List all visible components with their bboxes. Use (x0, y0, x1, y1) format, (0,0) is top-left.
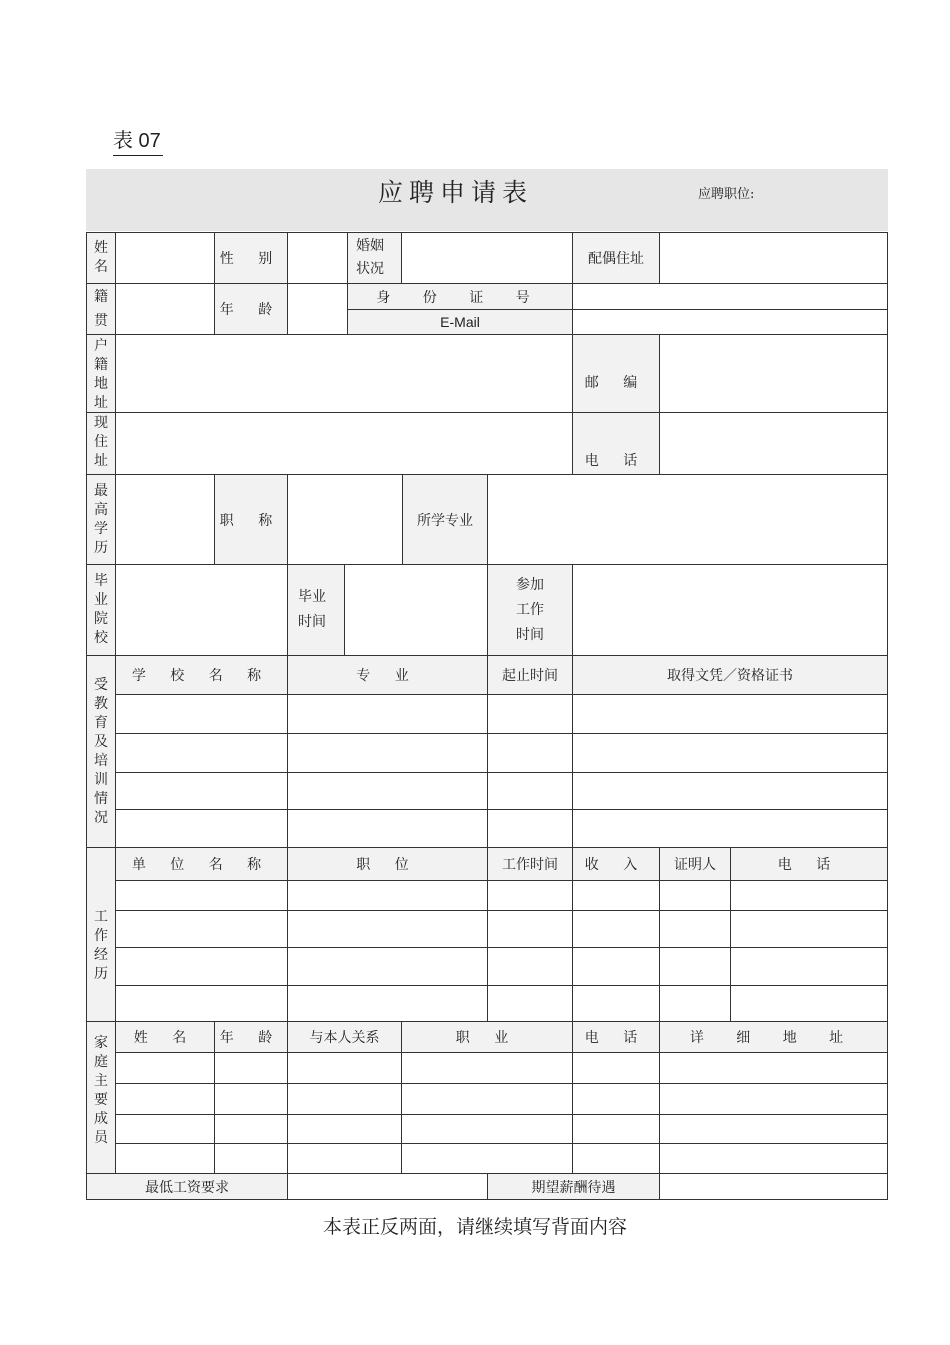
edu-cell[interactable] (287, 694, 488, 734)
edu-cell[interactable] (115, 772, 288, 810)
age-field[interactable] (287, 283, 348, 335)
edu-header-school: 学 校 名 称 (115, 655, 288, 695)
work-header-phone: 电 话 (730, 847, 888, 881)
work-start-field[interactable] (572, 564, 888, 656)
grad-time-label: 毕业时间 (287, 564, 345, 656)
grad-time-field[interactable] (344, 564, 488, 656)
family-cell[interactable] (659, 1052, 888, 1084)
spouse-address-label: 配偶住址 (572, 232, 660, 284)
edu-cell[interactable] (287, 809, 488, 848)
spouse-address-field[interactable] (659, 232, 888, 284)
phone-label: 电 话 (572, 412, 660, 475)
family-header-phone: 电 话 (572, 1021, 660, 1053)
edu-header-major: 专 业 (287, 655, 488, 695)
work-cell[interactable] (659, 947, 731, 986)
family-cell[interactable] (401, 1083, 573, 1115)
family-cell[interactable] (115, 1052, 215, 1084)
work-cell[interactable] (659, 880, 731, 911)
family-cell[interactable] (214, 1114, 288, 1144)
family-cell[interactable] (572, 1052, 660, 1084)
edu-cell[interactable] (487, 809, 573, 848)
email-field[interactable] (572, 309, 888, 335)
work-cell[interactable] (730, 947, 888, 986)
work-start-label: 参加工作时间 (487, 564, 573, 656)
native-place-label: 籍贯 (86, 283, 116, 335)
edu-cell[interactable] (487, 772, 573, 810)
native-place-field[interactable] (115, 283, 215, 335)
edu-cell[interactable] (487, 733, 573, 773)
family-cell[interactable] (401, 1143, 573, 1174)
edu-cell[interactable] (115, 733, 288, 773)
email-label: E-Mail (347, 309, 573, 335)
work-header-position: 职 位 (287, 847, 488, 881)
work-header-company: 单 位 名 称 (115, 847, 288, 881)
family-cell[interactable] (214, 1083, 288, 1115)
current-address-label: 现住址 (86, 412, 116, 475)
family-cell[interactable] (115, 1114, 215, 1144)
edu-cell[interactable] (487, 694, 573, 734)
expected-salary-label: 期望薪酬待遇 (487, 1173, 660, 1200)
education-field[interactable] (115, 474, 215, 565)
school-field[interactable] (115, 564, 288, 656)
family-header-occupation: 职 业 (401, 1021, 573, 1053)
work-cell[interactable] (659, 910, 731, 948)
household-address-label: 户籍地址 (86, 334, 116, 413)
expected-salary-field[interactable] (659, 1173, 888, 1200)
work-cell[interactable] (287, 947, 488, 986)
family-cell[interactable] (214, 1143, 288, 1174)
work-cell[interactable] (287, 985, 488, 1022)
work-cell[interactable] (572, 985, 660, 1022)
work-cell[interactable] (115, 947, 288, 986)
work-cell[interactable] (730, 880, 888, 911)
work-cell[interactable] (487, 910, 573, 948)
minimum-salary-field[interactable] (287, 1173, 488, 1200)
major-label: 所学专业 (402, 474, 488, 565)
major-field[interactable] (487, 474, 888, 565)
work-cell[interactable] (572, 910, 660, 948)
work-cell[interactable] (730, 910, 888, 948)
work-header-income: 收 入 (572, 847, 660, 881)
school-label: 毕业院校 (86, 564, 116, 656)
family-header-age: 年 龄 (214, 1021, 288, 1053)
edu-header-certificate: 取得文凭／资格证书 (572, 655, 888, 695)
work-cell[interactable] (287, 910, 488, 948)
family-cell[interactable] (659, 1083, 888, 1115)
gender-label: 性 别 (214, 232, 288, 284)
form-title: 应聘申请表 (378, 178, 534, 207)
family-cell[interactable] (214, 1052, 288, 1084)
family-header-address: 详 细 地 址 (659, 1021, 888, 1053)
minimum-salary-label: 最低工资要求 (86, 1173, 288, 1200)
work-cell[interactable] (572, 880, 660, 911)
postcode-field[interactable] (659, 334, 888, 413)
family-cell[interactable] (287, 1143, 402, 1174)
title-rank-label: 职 称 (214, 474, 288, 565)
family-cell[interactable] (287, 1083, 402, 1115)
work-section-label: 工作经历 (86, 847, 116, 1022)
work-cell[interactable] (287, 880, 488, 911)
family-cell[interactable] (287, 1114, 402, 1144)
edu-cell[interactable] (115, 694, 288, 734)
work-cell[interactable] (115, 910, 288, 948)
family-header-relation: 与本人关系 (287, 1021, 402, 1053)
edu-header-period: 起止时间 (487, 655, 573, 695)
work-cell[interactable] (487, 985, 573, 1022)
marital-field[interactable] (401, 232, 573, 284)
postcode-label: 邮 编 (572, 334, 660, 413)
family-cell[interactable] (287, 1052, 402, 1084)
work-header-period: 工作时间 (487, 847, 573, 881)
id-number-field[interactable] (572, 283, 888, 310)
work-cell[interactable] (572, 947, 660, 986)
id-number-label: 身 份 证 号 (347, 283, 573, 310)
family-cell[interactable] (401, 1052, 573, 1084)
education-label: 最高学历 (86, 474, 116, 565)
edu-cell[interactable] (572, 809, 888, 848)
form-number: 表 07 (113, 128, 163, 156)
gender-field[interactable] (287, 232, 348, 284)
edu-cell[interactable] (572, 772, 888, 810)
family-cell[interactable] (572, 1143, 660, 1174)
name-label: 姓名 (86, 232, 116, 284)
family-section-label: 家庭主要成员 (86, 1021, 116, 1174)
work-cell[interactable] (659, 985, 731, 1022)
family-cell[interactable] (659, 1143, 888, 1174)
family-cell[interactable] (401, 1114, 573, 1144)
family-cell[interactable] (572, 1114, 660, 1144)
edu-cell[interactable] (572, 694, 888, 734)
name-field[interactable] (115, 232, 215, 284)
current-address-field[interactable] (115, 412, 573, 475)
work-cell[interactable] (115, 880, 288, 911)
edu-cell[interactable] (115, 809, 288, 848)
family-cell[interactable] (115, 1083, 215, 1115)
work-cell[interactable] (115, 985, 288, 1022)
edu-cell[interactable] (287, 772, 488, 810)
family-cell[interactable] (115, 1143, 215, 1174)
work-header-referee: 证明人 (659, 847, 731, 881)
position-label: 应聘职位: (698, 187, 755, 202)
work-cell[interactable] (487, 947, 573, 986)
footer-note: 本表正反两面，请继续填写背面内容 (322, 1216, 627, 1238)
family-cell[interactable] (572, 1083, 660, 1115)
family-header-name: 姓 名 (115, 1021, 215, 1053)
phone-field[interactable] (659, 412, 888, 475)
edu-cell[interactable] (572, 733, 888, 773)
edu-cell[interactable] (287, 733, 488, 773)
family-cell[interactable] (659, 1114, 888, 1144)
work-cell[interactable] (730, 985, 888, 1022)
education-section-label: 受教育及培训情况 (86, 655, 116, 848)
work-cell[interactable] (487, 880, 573, 911)
age-label: 年 龄 (214, 283, 288, 335)
marital-label: 婚姻状况 (347, 232, 402, 284)
title-rank-field[interactable] (287, 474, 403, 565)
household-address-field[interactable] (115, 334, 573, 413)
